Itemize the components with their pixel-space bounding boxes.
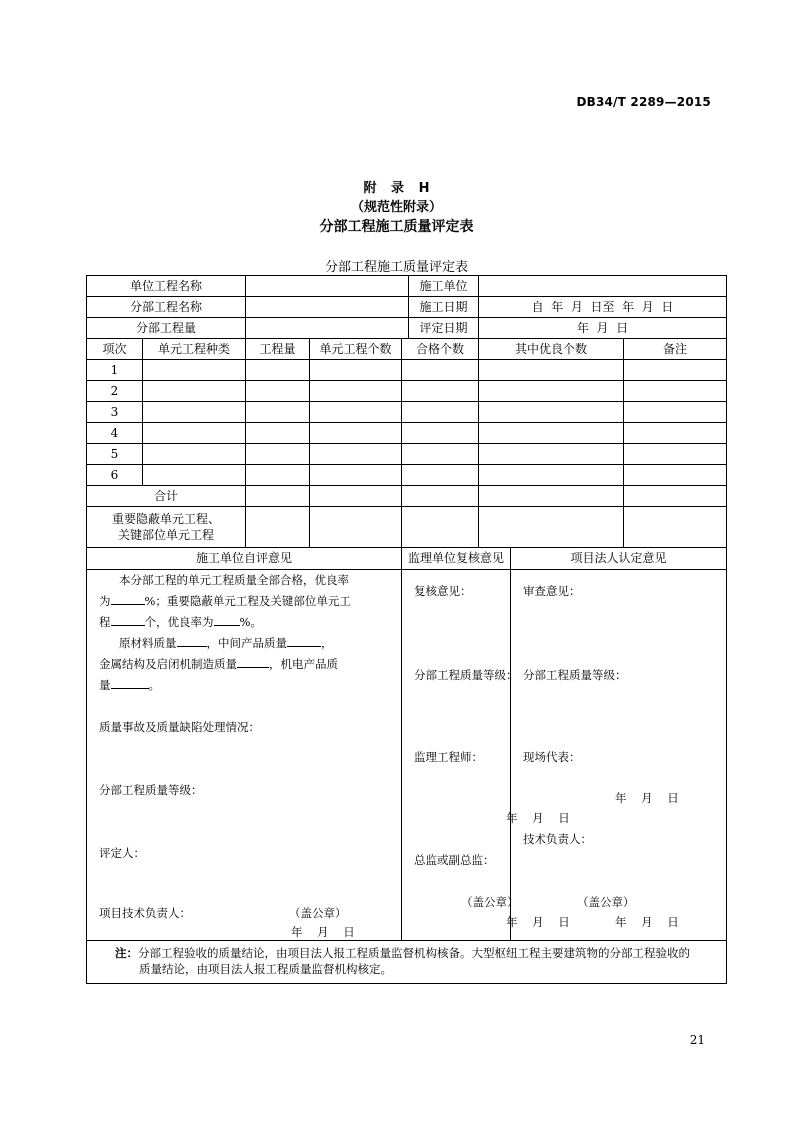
row-index: 6: [87, 465, 143, 486]
supervisor-grade-label: 分部工程质量等级：: [414, 668, 518, 682]
row-index: 4: [87, 423, 143, 444]
owner-grade-label: 分部工程质量等级：: [523, 668, 627, 682]
cell[interactable]: [402, 507, 479, 548]
excellent-rate-blank[interactable]: [111, 594, 145, 605]
supervisor-review-label: 复核意见：: [414, 584, 472, 598]
cell[interactable]: [402, 360, 479, 381]
appendix-name: 分部工程施工质量评定表: [319, 219, 474, 235]
col-header-quantity: 工程量: [246, 339, 310, 360]
cell[interactable]: [143, 381, 246, 402]
self-eval-line2-a: 为: [99, 594, 111, 608]
appendix-title: 附 录 H: [363, 181, 430, 196]
col-header-type: 单元工程种类: [143, 339, 246, 360]
hidden-count-blank[interactable]: [111, 615, 145, 626]
accident-label: 质量事故及质量缺陷处理情况：: [99, 720, 260, 734]
division-value[interactable]: [246, 297, 409, 318]
self-grade-label: 分部工程质量等级：: [99, 783, 203, 797]
hidden-rate-blank[interactable]: [214, 615, 240, 626]
cell[interactable]: [310, 381, 402, 402]
total-row: [87, 486, 727, 507]
cell[interactable]: [310, 402, 402, 423]
self-eval-line5-b: ，机电产品质: [269, 657, 338, 671]
cell[interactable]: [624, 444, 727, 465]
supervisor-header: 监理单位复核意见: [402, 548, 511, 570]
cell[interactable]: [143, 402, 246, 423]
construction-date-label: 施工日期: [409, 297, 479, 318]
cell[interactable]: [246, 486, 310, 507]
cell[interactable]: [246, 381, 310, 402]
table-row: [87, 360, 727, 381]
eval-date-label: 评定日期: [409, 318, 479, 339]
cell[interactable]: [624, 423, 727, 444]
table-caption: 分部工程施工质量评定表: [324, 260, 468, 275]
self-eval-line6-b: 。: [148, 678, 160, 692]
self-eval-line4: [119, 636, 333, 652]
cell[interactable]: [624, 360, 727, 381]
cell[interactable]: [624, 381, 727, 402]
cell[interactable]: [479, 381, 624, 402]
row-index: 2: [87, 381, 143, 402]
table-row: [87, 423, 727, 444]
quantity-label: 分部工程量: [87, 318, 246, 339]
cell[interactable]: [143, 423, 246, 444]
contractor-label: 施工单位: [409, 276, 479, 297]
self-eval-line2: [99, 594, 351, 610]
hidden-works-label-line1: 重要隐蔽单元工程、: [112, 511, 221, 526]
col-header-passed: 合格个数: [402, 339, 479, 360]
self-eval-line6-a: 量: [99, 678, 111, 692]
col-header-excellent: 其中优良个数: [479, 339, 624, 360]
owner-date1: 年 月 日: [615, 791, 679, 805]
hidden-works-label-line2: 关键部位单元工程: [118, 528, 215, 542]
self-seal-label: （盖公章）: [289, 906, 347, 920]
cell[interactable]: [402, 402, 479, 423]
note-cell: [87, 941, 727, 984]
info-row-quantity: [87, 318, 727, 339]
info-row-unit: [87, 276, 727, 297]
cell[interactable]: [479, 486, 624, 507]
cell[interactable]: [479, 402, 624, 423]
cell[interactable]: [246, 360, 310, 381]
supervisor-engineer-label: 监理工程师：: [414, 750, 484, 764]
contractor-value[interactable]: [479, 276, 727, 297]
self-eval-line3-b: 个，优良率为: [144, 615, 214, 629]
evaluator-label: 评定人：: [99, 846, 145, 860]
quantity-value[interactable]: [246, 318, 409, 339]
column-header-row: [87, 339, 727, 360]
unit-project-label: 单位工程名称: [87, 276, 246, 297]
cell[interactable]: [624, 507, 727, 548]
cell[interactable]: [310, 486, 402, 507]
self-eval-line1: 本分部工程的单元工程质量全部合格，优良率: [119, 573, 349, 587]
chief-supervisor-label: 总监或副总监：: [414, 853, 495, 867]
row-index: 3: [87, 402, 143, 423]
cell[interactable]: [479, 444, 624, 465]
hidden-works-label: [87, 507, 246, 548]
col-header-index: 项次: [87, 339, 143, 360]
page-number: 21: [689, 1033, 705, 1047]
eval-date-value[interactable]: 年 月 日: [479, 318, 727, 339]
opinion-row: [87, 570, 727, 941]
cell[interactable]: [402, 444, 479, 465]
owner-tech-lead-label: 技术负责人：: [523, 832, 593, 846]
row-index: 5: [87, 444, 143, 465]
self-eval-line4-c: ，: [321, 636, 333, 650]
note-line1-wrap: [91, 946, 722, 962]
col-header-count: 单元工程个数: [310, 339, 402, 360]
metal-structure-blank[interactable]: [237, 657, 269, 668]
owner-review-label: 审查意见：: [523, 584, 581, 598]
opinion-header-row: [87, 548, 727, 570]
cell[interactable]: [310, 444, 402, 465]
cell[interactable]: [624, 402, 727, 423]
cell[interactable]: [624, 486, 727, 507]
cell[interactable]: [310, 465, 402, 486]
construction-date-value[interactable]: 自 年 月 日至 年 月 日: [479, 297, 727, 318]
owner-cell[interactable]: [511, 570, 727, 941]
note-row: [87, 941, 727, 984]
self-eval-cell[interactable]: [87, 570, 402, 941]
note-line1: 分部工程验收的质量结论，由项目法人报工程质量监督机构核备。大型枢纽工程主要建筑物的分部工程验收的: [138, 946, 690, 961]
self-date: 年 月 日: [291, 925, 355, 939]
cell[interactable]: [402, 423, 479, 444]
self-eval-line5-a: 金属结构及启闭机制造质量: [99, 657, 237, 671]
cell[interactable]: [479, 465, 624, 486]
cell[interactable]: [402, 465, 479, 486]
cell[interactable]: [246, 402, 310, 423]
standard-code: DB34/T 2289—2015: [576, 95, 711, 109]
owner-seal-label: （盖公章）: [577, 895, 635, 909]
supervisor-seal-label: （盖公章）: [461, 895, 519, 909]
table-row: [87, 444, 727, 465]
supervisor-date1: 年 月 日: [506, 811, 570, 825]
note-label: 注：: [115, 946, 138, 961]
owner-date2: 年 月 日: [615, 915, 679, 929]
intermediate-product-blank[interactable]: [287, 636, 321, 647]
row-index: 1: [87, 360, 143, 381]
cell[interactable]: [143, 465, 246, 486]
cell[interactable]: [246, 507, 310, 548]
col-header-remark: 备注: [624, 339, 727, 360]
supervisor-date2: 年 月 日: [506, 915, 570, 929]
cell[interactable]: [624, 465, 727, 486]
cell[interactable]: [246, 423, 310, 444]
appendix-nature: （规范性附录）: [350, 200, 442, 215]
evaluation-table: [86, 275, 727, 984]
self-eval-line3-a: 程: [99, 615, 111, 629]
table-row: [87, 465, 727, 486]
cell[interactable]: [479, 507, 624, 548]
cell[interactable]: [402, 381, 479, 402]
self-eval-line6: [99, 678, 160, 694]
cell[interactable]: [143, 360, 246, 381]
self-eval-line3-c: %。: [239, 615, 262, 629]
info-row-division: [87, 297, 727, 318]
self-eval-line2-b: %；重要隐蔽单元工程及关键部位单元工: [144, 594, 351, 608]
table-row: [87, 402, 727, 423]
note-line2: 质量结论，由项目法人报工程质量监督机构核定。: [139, 962, 392, 976]
cell[interactable]: [143, 444, 246, 465]
division-label: 分部工程名称: [87, 297, 246, 318]
cell[interactable]: [310, 423, 402, 444]
cell[interactable]: [479, 423, 624, 444]
cell[interactable]: [402, 486, 479, 507]
self-eval-line5: [99, 657, 338, 673]
self-eval-line3: [99, 615, 262, 631]
self-eval-line4-a: 原材料质量: [119, 636, 177, 650]
electromechanical-blank[interactable]: [111, 678, 149, 689]
hidden-works-row: [87, 507, 727, 548]
unit-project-value[interactable]: [246, 276, 409, 297]
cell[interactable]: [310, 507, 402, 548]
self-eval-line4-b: ，中间产品质量: [206, 636, 287, 650]
owner-rep-label: 现场代表：: [523, 750, 581, 764]
raw-material-blank[interactable]: [177, 636, 207, 647]
cell[interactable]: [246, 444, 310, 465]
total-label: 合计: [87, 486, 246, 507]
cell[interactable]: [310, 360, 402, 381]
table-row: [87, 381, 727, 402]
cell[interactable]: [246, 465, 310, 486]
cell[interactable]: [479, 360, 624, 381]
self-eval-header: 施工单位自评意见: [87, 548, 402, 570]
tech-lead-label: 项目技术负责人：: [99, 906, 191, 920]
owner-header: 项目法人认定意见: [511, 548, 727, 570]
